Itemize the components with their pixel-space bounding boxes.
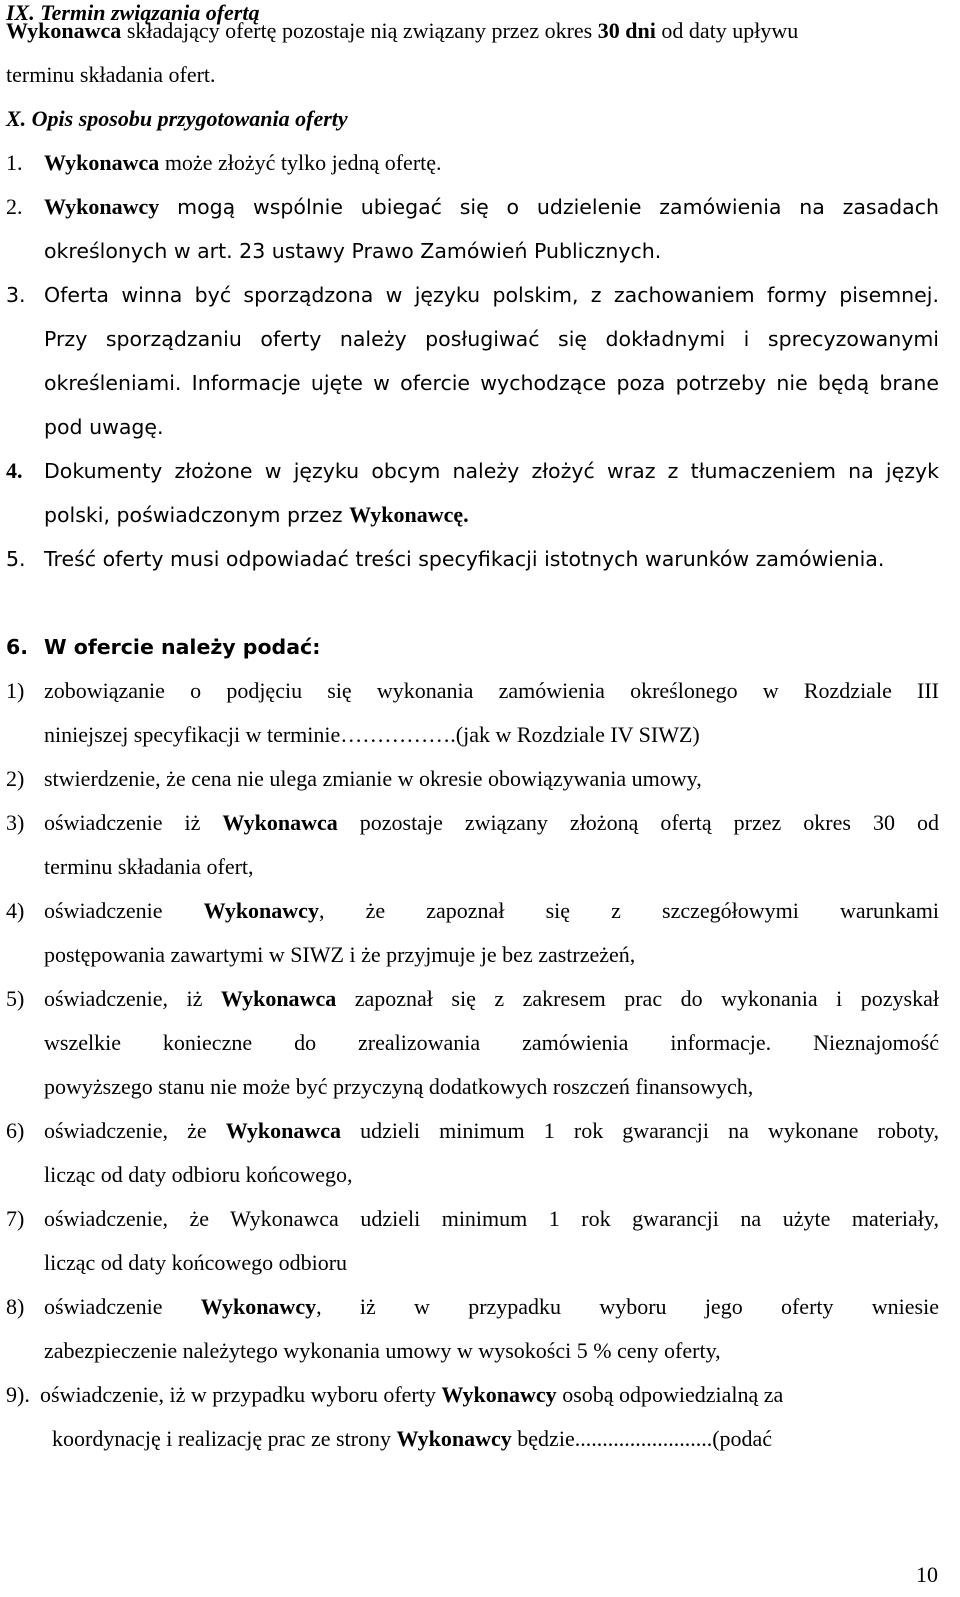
list-number: 2)	[6, 766, 25, 791]
item-number: 5.	[6, 547, 26, 571]
text: zapoznał się z zakresem prac do wykonania i pozyskał	[336, 986, 939, 1011]
item-3-line-1: Oferta winna być sporządzona w języku polskim, z zachowaniem formy pisemnej.	[44, 283, 939, 307]
item-number: 6.	[6, 635, 29, 659]
item-4-line-1: Dokumenty złożone w języku obcym należy złożyć wraz z tłumaczeniem na język	[44, 459, 939, 483]
text: oświadczenie, iż	[44, 986, 221, 1011]
bold-text: Wykonawca	[220, 986, 337, 1011]
text: udzieli minimum 1 rok gwarancji na wykonane roboty,	[341, 1118, 939, 1143]
section-x-heading: X. Opis sposobu przygotowania oferty	[6, 106, 348, 131]
bold-text: Wykonawca	[225, 1118, 342, 1143]
text: pozostaje związany złożoną ofertą przez okres 30 od	[337, 810, 939, 835]
item-6-heading: W ofercie należy podać:	[44, 635, 321, 659]
list-number: 9).	[6, 1382, 30, 1407]
text: od daty upływu	[655, 18, 799, 43]
text: oświadczenie	[44, 1294, 201, 1319]
text: koordynację i realizację prac ze strony	[52, 1426, 397, 1451]
list-item-4-line-1	[44, 898, 939, 924]
list-item-1-line-1: zobowiązanie o podjęciu się wykonania zamówienia określonego w Rozdziale III	[44, 678, 939, 703]
section-ix-paragraph-line-1	[6, 18, 941, 44]
list-item-3-line-2: terminu składania ofert,	[44, 854, 254, 879]
text: polski, poświadczonym przez	[44, 503, 350, 527]
page-number: 10	[916, 1562, 938, 1587]
list-number: 8)	[6, 1294, 25, 1319]
list-number: 3)	[6, 810, 25, 835]
item-3-line-2: Przy sporządzaniu oferty należy posługiwać się dokładnymi i sprecyzowanymi	[44, 327, 939, 351]
bold-text: Wykonawca	[6, 18, 122, 43]
bold-text: Wykonawcę.	[349, 502, 469, 527]
item-2-line-1	[44, 194, 939, 220]
list-item-6-line-2: licząc od daty odbioru końcowego,	[44, 1162, 353, 1187]
list-item-8-line-1	[44, 1294, 939, 1320]
item-1-text	[44, 150, 442, 176]
item-2-line-2: określonych w art. 23 ustawy Prawo Zamówień Publicznych.	[44, 239, 662, 263]
bold-text: Wykonawcy	[441, 1382, 557, 1407]
text: oświadczenie, iż w przypadku wyboru oferty	[40, 1382, 442, 1407]
list-item-2-line-1: stwierdzenie, że cena nie ulega zmianie w okresie obowiązywania umowy,	[44, 766, 702, 791]
text: będzie.........................(podać	[511, 1426, 773, 1451]
text: składający ofertę pozostaje nią związany przez okres	[121, 18, 598, 43]
text: może złożyć tylko jedną ofertę.	[159, 150, 442, 175]
list-item-5-line-3: powyższego stanu nie może być przyczyną dodatkowych roszczeń finansowych,	[44, 1074, 754, 1099]
bold-text: 30 dni	[597, 18, 656, 43]
bold-text: Wykonawcy	[203, 898, 319, 923]
bold-text: Wykonawcy	[200, 1294, 317, 1319]
list-number: 7)	[6, 1206, 25, 1231]
item-number: 2.	[6, 194, 23, 219]
list-item-4-line-2: postępowania zawartymi w SIWZ i że przyjmuje je bez zastrzeżeń,	[44, 942, 636, 967]
list-item-3-line-1	[44, 810, 939, 836]
list-item-6-line-1	[44, 1118, 939, 1144]
section-ix-paragraph-line-2: terminu składania ofert.	[6, 62, 216, 87]
section-ix-heading: IX. Termin związania ofertą	[6, 0, 260, 25]
text: , że zapoznał się z szczegółowymi warunkami	[318, 898, 939, 923]
list-item-5-line-1	[44, 986, 939, 1012]
list-number: 5)	[6, 986, 25, 1011]
bold-text: Wykonawca	[44, 150, 160, 175]
list-item-5-line-2: wszelkie konieczne do zrealizowania zamówienia informacje. Nieznajomość	[44, 1030, 939, 1055]
bold-text: Wykonawcy	[396, 1426, 512, 1451]
item-4-line-2	[44, 502, 469, 528]
list-item-7-line-1: oświadczenie, że Wykonawca udzieli minimum 1 rok gwarancji na użyte materiały,	[44, 1206, 939, 1231]
bold-text: Wykonawcy	[44, 194, 160, 219]
text: oświadczenie, że	[44, 1118, 226, 1143]
text: , iż w przypadku wyboru jego oferty wniesie	[316, 1294, 939, 1319]
item-3-line-4: pod uwagę.	[44, 415, 164, 439]
text: oświadczenie iż	[44, 810, 223, 835]
list-item-7-line-2: licząc od daty końcowego odbioru	[44, 1250, 348, 1275]
list-item-8-line-2: zabezpieczenie należytego wykonania umowy w wysokości 5 % ceny oferty,	[44, 1338, 721, 1363]
list-number: 1)	[6, 678, 25, 703]
list-number: 6)	[6, 1118, 25, 1143]
text: mogą wspólnie ubiegać się o udzielenie zamówienia na zasadach	[159, 195, 939, 219]
list-item-9-line-2	[52, 1426, 772, 1452]
text: osobą odpowiedzialną za	[556, 1382, 784, 1407]
list-item-1-line-2: niniejszej specyfikacji w terminie…………….(jak w Rozdziale IV SIWZ)	[44, 722, 700, 747]
item-number: 4.	[6, 458, 23, 483]
bold-text: Wykonawca	[222, 810, 338, 835]
item-3-line-3: określeniami. Informacje ujęte w ofercie wychodzące poza potrzeby nie będą brane	[44, 371, 939, 395]
list-item-9-line-1	[40, 1382, 783, 1408]
item-5-line-1: Treść oferty musi odpowiadać treści specyfikacji istotnych warunków zamówienia.	[44, 547, 885, 571]
item-number: 3.	[6, 283, 26, 307]
item-number: 1.	[6, 150, 23, 175]
text: oświadczenie	[44, 898, 204, 923]
list-number: 4)	[6, 898, 25, 923]
